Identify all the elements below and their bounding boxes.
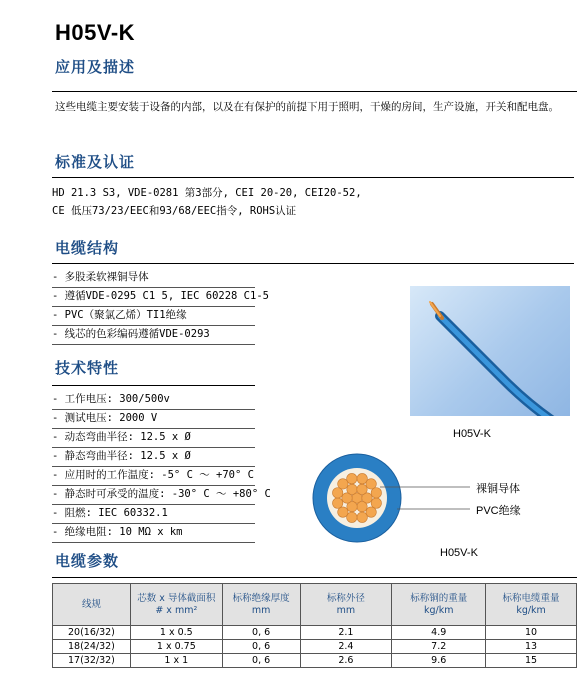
copper-strand <box>371 498 381 508</box>
standards-line-2: CE 低压73/23/EEC和93/68/EEC指令, ROHS认证 <box>52 205 297 217</box>
copper-strand <box>347 512 357 522</box>
table-cell: 9.6 <box>392 654 486 668</box>
table-cell: 4.9 <box>392 626 486 640</box>
copper-strand <box>347 473 357 483</box>
table-row <box>53 640 577 654</box>
copper-strand <box>347 484 357 494</box>
copper-strand <box>357 473 367 483</box>
header-cable-weight: 标称电缆重量 kg/km <box>486 584 577 626</box>
cable-parameters-table <box>52 583 577 668</box>
parameters-heading: 电缆参数 <box>55 552 120 570</box>
copper-strand <box>332 488 342 498</box>
table-cell: 17(32/32) <box>53 654 131 668</box>
divider <box>52 577 577 578</box>
table-cell: 2.6 <box>300 654 392 668</box>
copper-strand <box>366 507 376 517</box>
conductor-label: 裸铜导体 <box>476 483 520 495</box>
header-cores-section: 芯数 x 导体截面积 # x mm² <box>130 584 222 626</box>
table-cell: 0, 6 <box>222 654 300 668</box>
table-cell: 10 <box>486 626 577 640</box>
standards-heading: 标准及认证 <box>55 153 136 171</box>
construction-heading: 电缆结构 <box>55 239 120 257</box>
copper-strand <box>357 501 367 511</box>
list-item: - 遵循VDE-0295 C1 5, IEC 60228 C1-5 <box>52 288 255 307</box>
technical-heading: 技术特性 <box>55 359 120 377</box>
application-text: 这些电缆主要安装于设备的内部，以及在有保护的前提下用于照明，干燥的房间，生产设施，开关和配电盘。 <box>55 101 559 113</box>
table-header-row <box>53 584 577 626</box>
photo-caption: H05V-K <box>453 428 491 440</box>
page-title: H05V-K <box>55 20 136 45</box>
list-item: - PVC（聚氯乙烯）TI1绝缘 <box>52 307 255 326</box>
copper-strand <box>332 498 342 508</box>
table-cell: 20(16/32) <box>53 626 131 640</box>
cross-section-caption: H05V-K <box>440 547 478 559</box>
copper-strand <box>338 479 348 489</box>
technical-list <box>52 391 271 543</box>
application-heading: 应用及描述 <box>55 58 136 76</box>
table-cell: 0, 6 <box>222 626 300 640</box>
table-cell: 1 x 0.75 <box>130 640 222 654</box>
list-item: - 应用时的工作温度: -5° C ～ +70° C <box>52 467 255 486</box>
construction-list <box>52 269 269 345</box>
header-outer-diameter: 标称外径 mm <box>300 584 392 626</box>
list-item: - 线芯的色彩编码遵循VDE-0293 <box>52 326 255 345</box>
list-item: - 静态弯曲半径: 12.5 x Ø <box>52 448 255 467</box>
table-cell: 0, 6 <box>222 640 300 654</box>
copper-strand <box>357 512 367 522</box>
header-copper-weight: 标称铜的重量 kg/km <box>392 584 486 626</box>
list-item: - 动态弯曲半径: 12.5 x Ø <box>52 429 255 448</box>
table-cell: 18(24/32) <box>53 640 131 654</box>
divider <box>52 385 255 386</box>
list-item: - 绝缘电阻: 10 MΩ x km <box>52 524 255 543</box>
standards-line-1: HD 21.3 S3, VDE-0281 第3部分, CEI 20-20, CEI20-52, <box>52 187 362 199</box>
header-gauge: 线规 <box>53 584 131 626</box>
list-item: - 测试电压: 2000 V <box>52 410 255 429</box>
table-cell: 15 <box>486 654 577 668</box>
list-item: - 多股柔软裸铜导体 <box>52 269 255 288</box>
copper-strand <box>371 488 381 498</box>
divider <box>52 263 574 264</box>
table-cell: 1 x 1 <box>130 654 222 668</box>
cable-photo <box>410 286 570 416</box>
copper-strand <box>357 484 367 494</box>
table-row <box>53 654 577 668</box>
table-row <box>53 626 577 640</box>
list-item: - 工作电压: 300/500v <box>52 391 255 410</box>
table-cell: 7.2 <box>392 640 486 654</box>
table-cell: 2.1 <box>300 626 392 640</box>
list-item: - 阻燃: IEC 60332.1 <box>52 505 255 524</box>
copper-strand <box>366 479 376 489</box>
table-cell: 2.4 <box>300 640 392 654</box>
header-insulation: 标称绝缘厚度 mm <box>222 584 300 626</box>
table-cell: 13 <box>486 640 577 654</box>
insulation-label: PVC绝缘 <box>476 505 521 517</box>
list-item: - 静态时可承受的温度: -30° C ～ +80° C <box>52 486 255 505</box>
divider <box>52 91 577 92</box>
divider <box>52 177 574 178</box>
cable-photo-illustration <box>410 286 570 416</box>
table-cell: 1 x 0.5 <box>130 626 222 640</box>
copper-strand <box>338 507 348 517</box>
